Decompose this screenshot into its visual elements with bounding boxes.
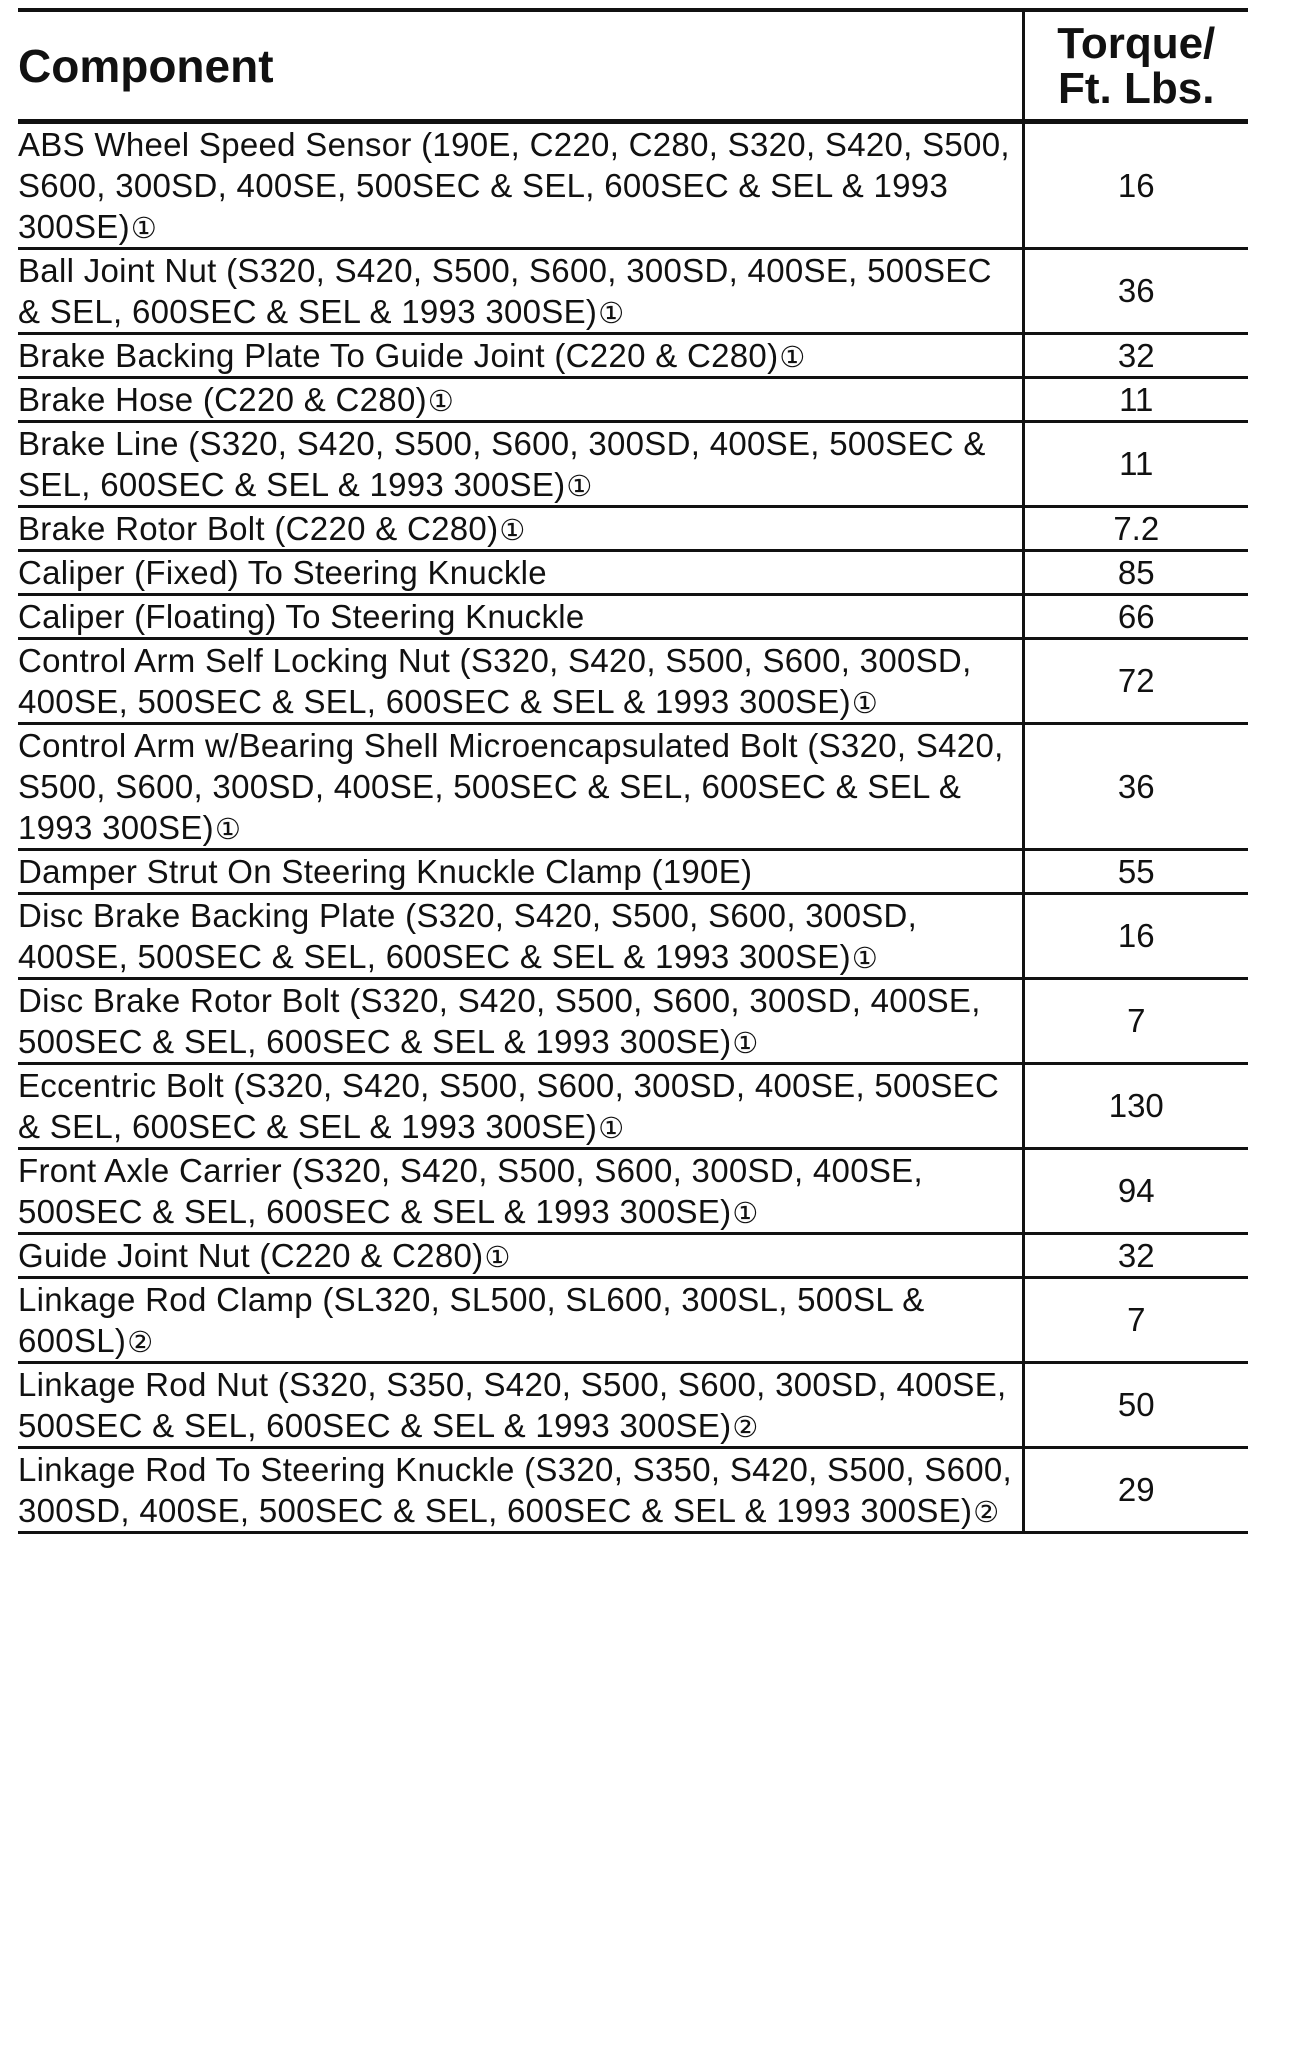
table-row — [18, 334, 1248, 378]
footnote-marker: ① — [427, 386, 455, 418]
component-cell — [18, 724, 1023, 850]
component-cell — [18, 334, 1023, 378]
component-name: Brake Backing Plate To Guide Joint (C220 & C280) — [18, 337, 779, 374]
torque-header-line2: Ft. Lbs. — [1058, 63, 1215, 113]
component-name: Front Axle Carrier (S320, S420, S500, S600, 300SD, 400SE, 500SEC & SEL, 600SEC & SEL & 1993 300SE) — [18, 1152, 923, 1230]
table-row — [18, 979, 1248, 1064]
component-cell — [18, 1064, 1023, 1149]
footnote-marker: ① — [851, 688, 879, 720]
component-name: ABS Wheel Speed Sensor (190E, C220, C280, S320, S420, S500, S600, 300SD, 400SE, 500SEC & SEL, 600SEC & SEL & 1993 300SE) — [18, 126, 1010, 245]
component-cell — [18, 422, 1023, 507]
torque-value: 11 — [1023, 422, 1248, 507]
component-cell — [18, 979, 1023, 1064]
table-row — [18, 1278, 1248, 1363]
table-row — [18, 724, 1248, 850]
footnote-marker: ① — [851, 943, 879, 975]
table-row — [18, 1234, 1248, 1278]
torque-value: 50 — [1023, 1363, 1248, 1448]
torque-value: 7.2 — [1023, 507, 1248, 551]
torque-value: 32 — [1023, 334, 1248, 378]
component-cell — [18, 894, 1023, 979]
component-name: Linkage Rod Nut (S320, S350, S420, S500, S600, 300SD, 400SE, 500SEC & SEL, 600SEC & SEL & 1993 300SE) — [18, 1366, 1007, 1444]
component-cell — [18, 639, 1023, 724]
component-cell — [18, 551, 1023, 595]
component-name: Damper Strut On Steering Knuckle Clamp (190E) — [18, 853, 753, 890]
footnote-marker: ① — [598, 1113, 625, 1145]
torque-header-line1: Torque/ — [1057, 18, 1216, 68]
component-cell — [18, 1448, 1023, 1533]
footnote-marker: ① — [732, 1028, 759, 1060]
component-name: Ball Joint Nut (S320, S420, S500, S600, 300SD, 400SE, 500SEC & SEL, 600SEC & SEL & 1993 300SE) — [18, 252, 992, 330]
table-header-row — [18, 10, 1248, 122]
component-name: Linkage Rod Clamp (SL320, SL500, SL600, 300SL, 500SL & 600SL) — [18, 1281, 925, 1359]
torque-value: 16 — [1023, 894, 1248, 979]
component-cell — [18, 850, 1023, 894]
component-cell — [18, 507, 1023, 551]
table-row — [18, 1363, 1248, 1448]
footnote-marker: ② — [127, 1327, 154, 1359]
table-row — [18, 595, 1248, 639]
component-name: Control Arm Self Locking Nut (S320, S420, S500, S600, 300SD, 400SE, 500SEC & SEL, 600SEC & SEL & 1993 300SE) — [18, 642, 972, 720]
component-name: Brake Line (S320, S420, S500, S600, 300SD, 400SE, 500SEC & SEL, 600SEC & SEL & 1993 300SE) — [18, 425, 986, 503]
torque-value: 94 — [1023, 1149, 1248, 1234]
table-row — [18, 122, 1248, 249]
table-row — [18, 507, 1248, 551]
component-name: Caliper (Fixed) To Steering Knuckle — [18, 554, 547, 591]
footnote-marker: ② — [973, 1497, 1000, 1529]
component-cell — [18, 378, 1023, 422]
torque-value: 29 — [1023, 1448, 1248, 1533]
table-row — [18, 249, 1248, 334]
torque-value: 55 — [1023, 850, 1248, 894]
component-name: Disc Brake Rotor Bolt (S320, S420, S500, S600, 300SD, 400SE, 500SEC & SEL, 600SEC & SEL & 1993 300SE) — [18, 982, 981, 1060]
component-cell — [18, 1363, 1023, 1448]
footnote-marker: ① — [484, 1242, 511, 1274]
table-row — [18, 378, 1248, 422]
torque-value: 32 — [1023, 1234, 1248, 1278]
component-cell — [18, 1149, 1023, 1234]
component-cell — [18, 1278, 1023, 1363]
torque-value: 85 — [1023, 551, 1248, 595]
torque-value: 36 — [1023, 724, 1248, 850]
component-name: Brake Hose (C220 & C280) — [18, 381, 427, 418]
torque-value: 72 — [1023, 639, 1248, 724]
component-name: Control Arm w/Bearing Shell Microencapsulated Bolt (S320, S420, S500, S600, 300SD, 400SE, 500SEC & SEL, 600SEC & SEL & 1993 300SE) — [18, 727, 1004, 846]
component-name: Disc Brake Backing Plate (S320, S420, S500, S600, 300SD, 400SE, 500SEC & SEL, 600SEC & SEL & 1993 300SE) — [18, 897, 918, 975]
component-column-header: Component — [18, 10, 1023, 122]
torque-value: 7 — [1023, 1278, 1248, 1363]
table-row — [18, 422, 1248, 507]
table-row — [18, 1448, 1248, 1533]
table-row — [18, 1064, 1248, 1149]
component-name: Eccentric Bolt (S320, S420, S500, S600, 300SD, 400SE, 500SEC & SEL, 600SEC & SEL & 1993 300SE) — [18, 1067, 1000, 1145]
torque-value: 7 — [1023, 979, 1248, 1064]
footnote-marker: ① — [732, 1198, 759, 1230]
torque-specification-table — [18, 8, 1248, 1534]
torque-value: 16 — [1023, 122, 1248, 249]
component-name: Guide Joint Nut (C220 & C280) — [18, 1237, 484, 1274]
component-cell — [18, 249, 1023, 334]
component-cell — [18, 595, 1023, 639]
torque-column-header — [1023, 10, 1248, 122]
table-row — [18, 551, 1248, 595]
component-cell — [18, 122, 1023, 249]
table-row — [18, 894, 1248, 979]
component-cell — [18, 1234, 1023, 1278]
footnote-marker: ① — [779, 342, 806, 374]
torque-value: 36 — [1023, 249, 1248, 334]
footnote-marker: ① — [499, 515, 526, 547]
footnote-marker: ① — [566, 471, 593, 503]
torque-value: 66 — [1023, 595, 1248, 639]
component-name: Brake Rotor Bolt (C220 & C280) — [18, 510, 499, 547]
footnote-marker: ② — [732, 1412, 759, 1444]
torque-value: 11 — [1023, 378, 1248, 422]
footnote-marker: ① — [130, 213, 158, 245]
table-row — [18, 639, 1248, 724]
component-name: Linkage Rod To Steering Knuckle (S320, S350, S420, S500, S600, 300SD, 400SE, 500SEC & SEL, 600SEC & SEL & 1993 300SE) — [18, 1451, 1013, 1529]
torque-value: 130 — [1023, 1064, 1248, 1149]
component-name: Caliper (Floating) To Steering Knuckle — [18, 598, 585, 635]
footnote-marker: ① — [214, 814, 242, 846]
footnote-marker: ① — [598, 298, 625, 330]
table-row — [18, 850, 1248, 894]
table-row — [18, 1149, 1248, 1234]
